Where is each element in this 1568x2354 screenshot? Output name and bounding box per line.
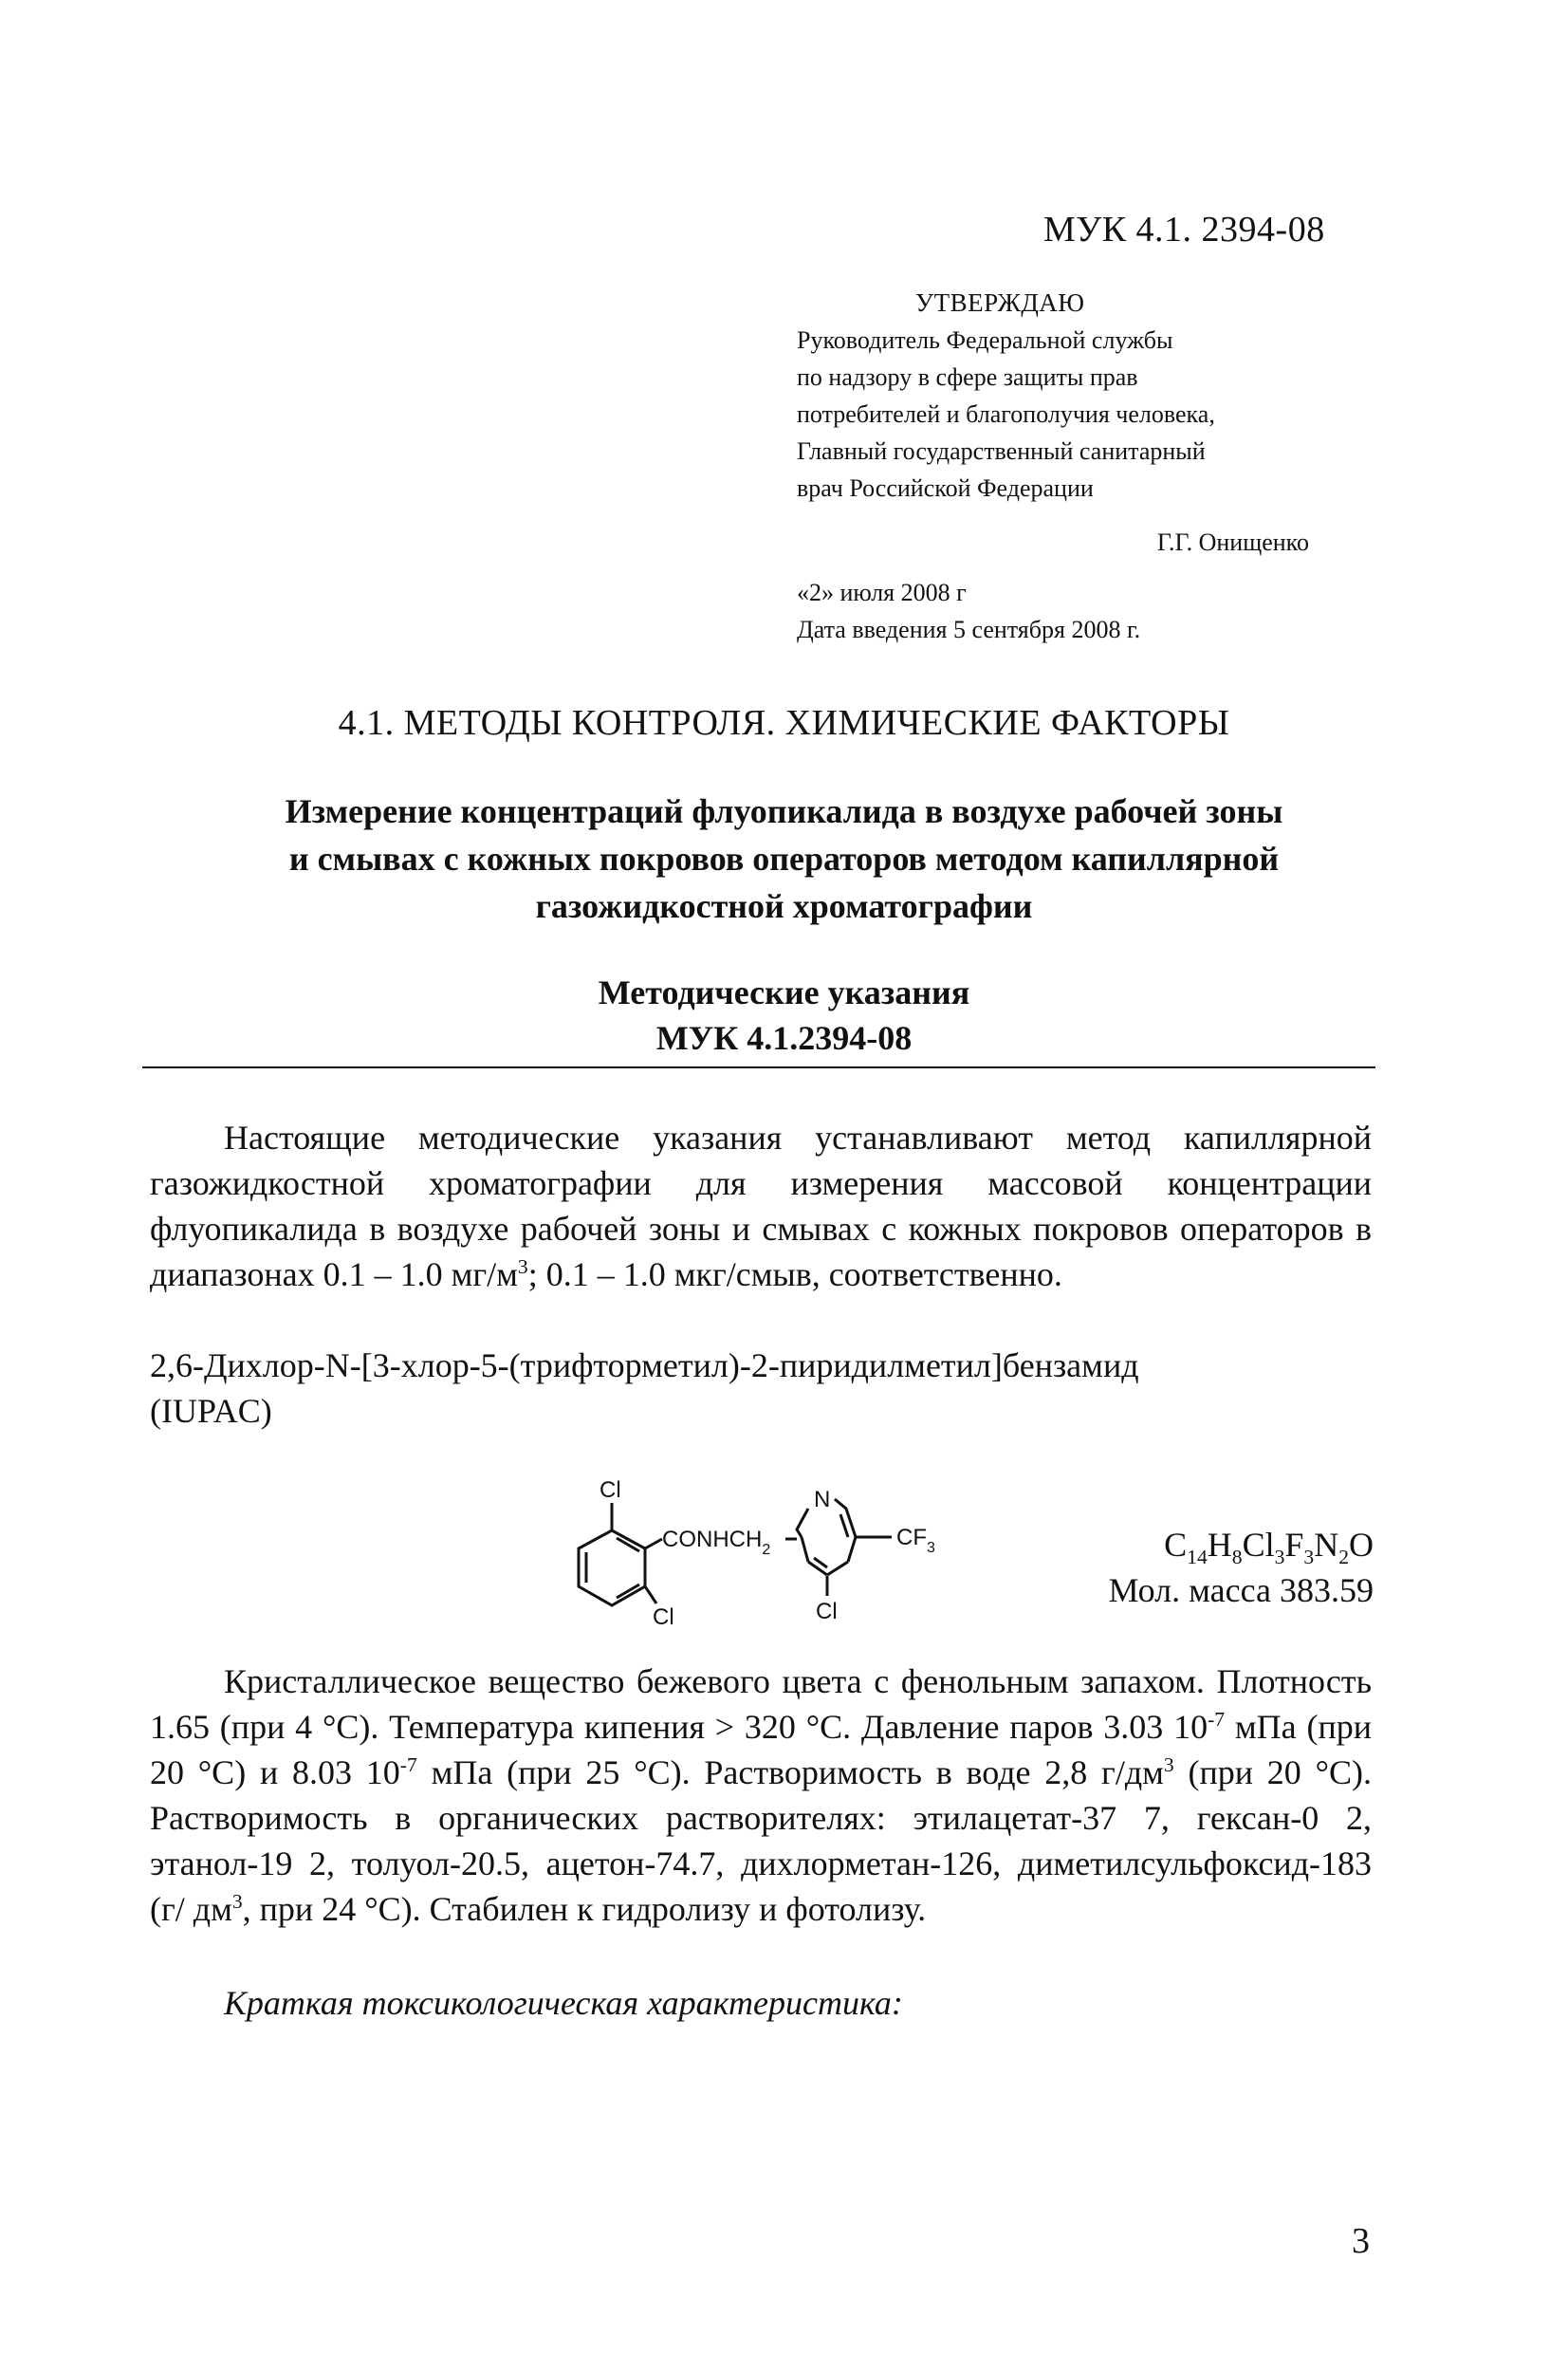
effective-date: Дата введения 5 сентября 2008 г. xyxy=(797,616,1141,643)
approval-block xyxy=(797,285,1309,648)
title-line: Измерение концентраций флуопикалида в воздухе рабочей зоны xyxy=(285,792,1283,830)
amide-group xyxy=(662,1527,770,1558)
document-code: МУК 4.1. 2394-08 xyxy=(1043,210,1325,250)
properties-text: (при 20 °С). Растворимость в органических растворителях: этилацетат-37 7, гексан-0 2, этанол-19 2, толуол-20.5, ацетон-74.7, дихлорметан-126, диметилсульфоксид-183 (г/ дм xyxy=(150,1753,1372,1928)
title-divider xyxy=(142,1066,1375,1068)
approval-line: потребителей и благополучия человека, xyxy=(797,400,1215,428)
chlorine-atom: Cl xyxy=(653,1604,674,1630)
approval-date: «2» июля 2008 г xyxy=(797,579,967,606)
subtitle-line: Методические указания xyxy=(598,973,970,1011)
intro-paragraph xyxy=(150,1115,1372,1297)
title-line: газожидкостной хроматографии xyxy=(535,887,1033,925)
amide-subscript: 2 xyxy=(762,1542,771,1558)
element-symbol: C xyxy=(1164,1526,1188,1564)
intro-text: Настоящие методические указания устанавливают метод капиллярной газожидкостной хроматографии для измерения массовой концентрации флуопикалида в воздухе рабочей зоны и смывах с кожных покровов операторов в диапазонах 0.1 – 1.0 мг/м xyxy=(150,1119,1372,1293)
properties-text: мПа (при 20 °С) и 8.03 10 xyxy=(150,1708,1372,1791)
amide-label: CONHCH xyxy=(662,1527,763,1552)
properties-text: Кристаллическое вещество бежевого цвета с фенольным запахом. Плотность 1.65 (при 4 °С). Температура кипения > 320 °С. Давление паров 3.03 10 xyxy=(150,1662,1372,1746)
element-symbol: Cl xyxy=(1242,1526,1275,1564)
element-symbol: F xyxy=(1284,1526,1304,1564)
intro-text: ; 0.1 – 1.0 мкг/смыв, соответственно. xyxy=(527,1255,1062,1293)
cf-label: CF xyxy=(896,1525,927,1550)
superscript: 3 xyxy=(1163,1753,1174,1776)
structural-formula xyxy=(541,1471,987,1651)
cf-subscript: 3 xyxy=(927,1540,935,1556)
subtitle-code: МУК 4.1.2394-08 xyxy=(655,1019,913,1057)
element-symbol: N xyxy=(1314,1526,1339,1564)
document-subtitle xyxy=(0,970,1568,1061)
subscript: 3 xyxy=(1274,1546,1285,1569)
superscript: 3 xyxy=(231,1890,243,1913)
subscript: 2 xyxy=(1338,1546,1349,1569)
toxicology-heading: Краткая токсикологическая характеристика: xyxy=(224,1984,903,2022)
properties-paragraph xyxy=(150,1659,1372,1932)
benzene-ring xyxy=(579,1530,645,1605)
iupac-name xyxy=(150,1343,1372,1434)
molecular-formula xyxy=(1043,1522,1374,1567)
section-title: 4.1. МЕТОДЫ КОНТРОЛЯ. ХИМИЧЕСКИЕ ФАКТОРЫ xyxy=(338,703,1230,743)
approval-line: Главный государственный санитарный xyxy=(797,437,1206,465)
molar-mass: Мол. масса 383.59 xyxy=(1108,1571,1374,1609)
iupac-line: 2,6-Дихлор-N-[3-хлор-5-(трифторметил)-2-пиридилметил]бензамид xyxy=(150,1346,1139,1384)
superscript: -7 xyxy=(399,1753,417,1776)
title-line: и смывах с кожных покровов операторов методом капиллярной xyxy=(288,840,1280,878)
cf3-group xyxy=(896,1525,935,1556)
approval-line: по надзору в сфере защиты прав xyxy=(797,363,1138,391)
properties-text: , при 24 °С). Стабилен к гидролизу и фотолизу. xyxy=(242,1890,927,1928)
element-symbol: O xyxy=(1349,1526,1374,1564)
approver-name: Г.Г. Онищенко xyxy=(1156,528,1309,556)
properties-text: мПа (при 25 °С). Растворимость в воде 2,8 г/дм xyxy=(416,1753,1164,1791)
superscript: 3 xyxy=(517,1255,528,1278)
nitrogen-atom: N xyxy=(814,1487,831,1512)
subscript: 8 xyxy=(1231,1546,1243,1569)
subscript: 3 xyxy=(1303,1546,1315,1569)
element-symbol: H xyxy=(1207,1526,1232,1564)
chlorine-atom: Cl xyxy=(600,1477,621,1503)
approval-heading: УТВЕРЖДАЮ xyxy=(915,288,1085,317)
molecular-formula-block xyxy=(1043,1522,1374,1613)
page-number: 3 xyxy=(1352,2221,1370,2261)
approval-line: Руководитель Федеральной службы xyxy=(797,326,1173,354)
superscript: -7 xyxy=(1208,1708,1226,1731)
chlorine-atom: Cl xyxy=(816,1599,838,1624)
subscript: 14 xyxy=(1187,1546,1208,1569)
approval-line: врач Российской Федерации xyxy=(797,474,1094,502)
document-title xyxy=(0,788,1568,930)
iupac-line: (IUPAC) xyxy=(150,1392,272,1430)
